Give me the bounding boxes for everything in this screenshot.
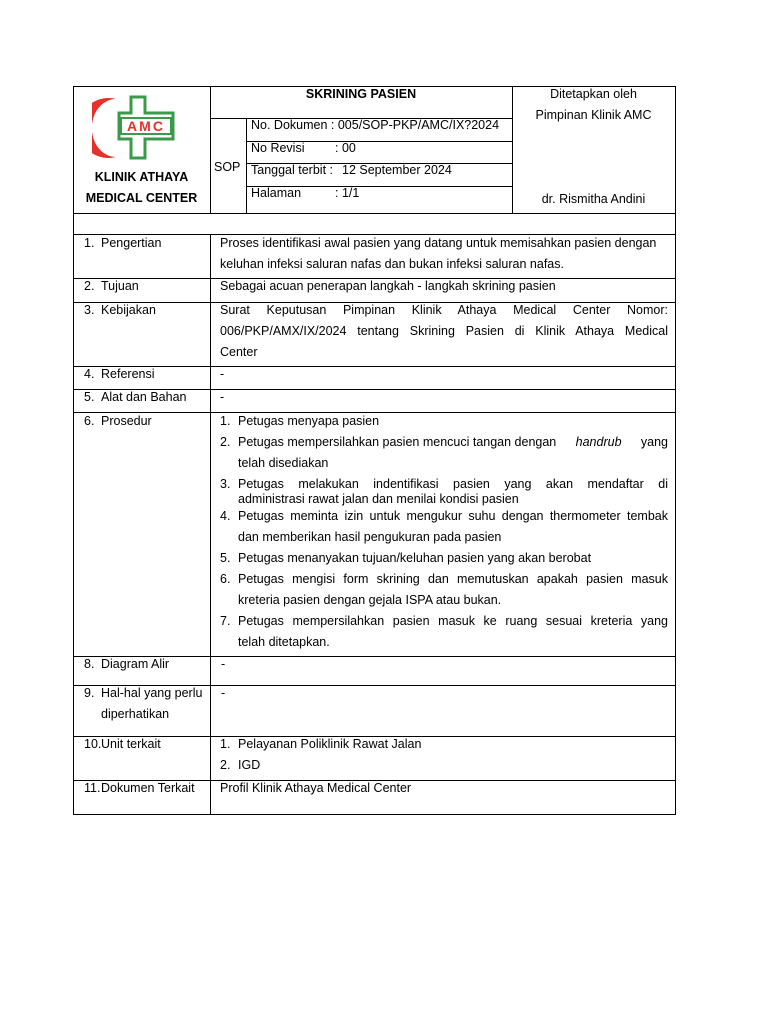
row-label-hal-hal: Hal-hal yang perlu (101, 686, 203, 700)
kebijakan-line1: Surat Keputusan Pimpinan Klinik Athaya Medical Center Nomor: (220, 303, 668, 317)
referensi-value: - (220, 367, 225, 381)
issued-label: Tanggal terbit : (251, 163, 333, 177)
tujuan-text: Sebagai acuan penerapan langkah - langkah skrining pasien (220, 279, 556, 293)
row-number: 11. (84, 781, 101, 795)
step-6-line1: Petugas mengisi form skrining dan memutuskan apakah pasien masuk (238, 572, 668, 586)
step-3-line1: Petugas melakukan indentifikasi pasien yang akan mendaftar di (238, 477, 668, 491)
row-number: 2. (84, 279, 95, 293)
row-number: 8. (84, 657, 95, 671)
revision-label: No Revisi (251, 141, 305, 155)
approver-name: dr. Rismitha Andini (541, 192, 646, 206)
dokumen-terkait-value: Profil Klinik Athaya Medical Center (220, 781, 412, 795)
clinic-name-line2: MEDICAL CENTER (85, 191, 198, 205)
step-2-line2: telah disediakan (238, 456, 329, 470)
unit-item-2: IGD (238, 758, 261, 772)
row-label-pengertian: Pengertian (101, 236, 162, 250)
row-label-hal-hal-line2: diperhatikan (101, 707, 170, 721)
page-value: : 1/1 (335, 186, 360, 200)
row-label-tujuan: Tujuan (101, 279, 139, 293)
row-number: 1. (84, 236, 95, 250)
step-7-line2: telah ditetapkan. (238, 635, 330, 649)
page-label: Halaman (251, 186, 302, 200)
step-number: 6. (220, 572, 231, 586)
crescent-icon (92, 98, 116, 158)
row-number: 4. (84, 367, 95, 381)
row-number: 5. (84, 390, 95, 404)
row-label-referensi: Referensi (101, 367, 155, 381)
clinic-logo (92, 95, 180, 161)
alat-bahan-value: - (220, 390, 225, 404)
issued-value: 12 September 2024 (342, 163, 452, 177)
step-2-line1 (238, 435, 668, 450)
step-2-handrub: handrub (575, 435, 622, 449)
revision-value: : 00 (335, 141, 356, 155)
row-label-dokumen-terkait: Dokumen Terkait (101, 781, 195, 795)
hal-hal-value: - (221, 686, 226, 700)
row-number: 9. (84, 686, 95, 700)
step-3-line2: administrasi rawat jalan dan menilai kondisi pasien (238, 492, 519, 506)
pengertian-line2: keluhan infeksi saluran nafas dan bukan infeksi saluran nafas. (220, 257, 564, 271)
step-7-line1: Petugas mempersilahkan pasien masuk ke ruang sesuai kreteria yang (238, 614, 668, 628)
step-2-tail: yang (640, 435, 668, 449)
step-6-line2: kreteria pasien dengan gejala ISPA atau bukan. (238, 593, 502, 607)
row-label-kebijakan: Kebijakan (101, 303, 156, 317)
step-number: 7. (220, 614, 231, 628)
row-number: 3. (84, 303, 95, 317)
logo-text: AMC (127, 118, 165, 134)
row-label-prosedur: Prosedur (101, 414, 152, 428)
row-label-diagram-alir: Diagram Alir (101, 657, 170, 671)
step-number: 5. (220, 551, 231, 565)
step-number: 1. (220, 414, 231, 428)
diagram-alir-value: - (221, 657, 226, 671)
sop-label: SOP (214, 160, 241, 174)
step-4-line1: Petugas meminta izin untuk mengukur suhu dengan thermometer tembak (238, 509, 668, 523)
step-1-text: Petugas menyapa pasien (238, 414, 380, 428)
step-number: 4. (220, 509, 231, 523)
row-label-unit-terkait: Unit terkait (101, 737, 161, 751)
unit-number: 2. (220, 758, 231, 772)
step-2-text: Petugas mempersilahkan pasien mencuci tangan dengan (238, 435, 557, 449)
doc-number: No. Dokumen : 005/SOP-PKP/AMC/IX?2024 (251, 118, 500, 132)
step-4-line2: dan memberikan hasil pengukuran pada pasien (238, 530, 502, 544)
unit-number: 1. (220, 737, 231, 751)
kebijakan-line2: 006/PKP/AMX/IX/2024 tentang Skrining Pasien di Klinik Athaya Medical (220, 324, 668, 338)
document-title: SKRINING PASIEN (305, 87, 417, 101)
clinic-name-line1: KLINIK ATHAYA (94, 170, 189, 184)
row-number: 10. (84, 737, 102, 751)
approved-by-line1: Ditetapkan oleh (550, 87, 637, 101)
kebijakan-line3: Center (220, 345, 258, 359)
step-number: 3. (220, 477, 231, 491)
approved-by-line2: Pimpinan Klinik AMC (535, 108, 652, 122)
row-number: 6. (84, 414, 95, 428)
pengertian-line1: Proses identifikasi awal pasien yang datang untuk memisahkan pasien dengan (220, 236, 657, 250)
unit-item-1: Pelayanan Poliklinik Rawat Jalan (238, 737, 422, 751)
step-number: 2. (220, 435, 231, 449)
row-label-alat-bahan: Alat dan Bahan (101, 390, 187, 404)
step-5-text: Petugas menanyakan tujuan/keluhan pasien yang akan berobat (238, 551, 592, 565)
